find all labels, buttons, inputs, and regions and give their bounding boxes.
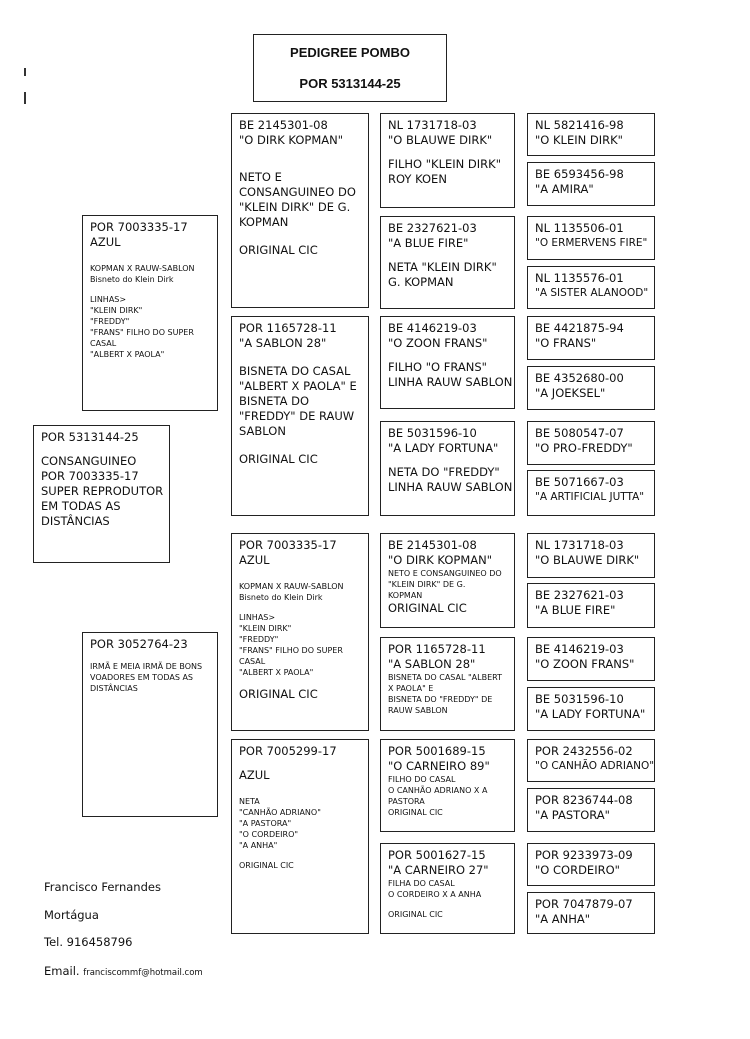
info-line: G. KOPMAN bbox=[388, 275, 454, 289]
info-line: NETA DO "FREDDY" bbox=[388, 465, 500, 479]
note: FILHO DO CASAL bbox=[388, 775, 456, 784]
info-line: FILHO "KLEIN DIRK" bbox=[388, 157, 501, 171]
ring: NL 1135506-01 bbox=[535, 221, 624, 235]
contact-name: Francisco Fernandes bbox=[44, 880, 161, 894]
father-line: LINHAS> bbox=[90, 295, 127, 304]
pigeon-name: "O DIRK KOPMAN" bbox=[388, 553, 493, 567]
g3-box bbox=[380, 533, 515, 628]
subject-line: POR 7003335-17 bbox=[41, 469, 139, 483]
scan-mark bbox=[24, 92, 26, 104]
contact-email bbox=[44, 964, 203, 978]
pigeon-name: "O BLAUWE DIRK" bbox=[388, 133, 493, 147]
g4-box bbox=[527, 788, 655, 832]
father-note: Bisneto do Klein Dirk bbox=[90, 275, 174, 284]
subject-line: EM TODAS AS bbox=[41, 499, 121, 513]
pigeon-name: "A SABLON 28" bbox=[239, 336, 327, 350]
title-box bbox=[253, 34, 447, 102]
pigeon-name: "A AMIRA" bbox=[535, 182, 594, 196]
pigeon-name: "O ERMERVENS FIRE" bbox=[535, 237, 648, 249]
line: "FREDDY" bbox=[239, 635, 279, 644]
line: "CANHÃO ADRIANO" bbox=[239, 808, 321, 817]
origin-label: ORIGINAL CIC bbox=[239, 687, 318, 701]
pigeon-name: "O ZOON FRANS" bbox=[535, 657, 635, 671]
dam-box bbox=[231, 316, 369, 516]
subject-line: DISTÂNCIAS bbox=[41, 514, 110, 528]
ring: BE 2145301-08 bbox=[239, 118, 328, 132]
g4-box bbox=[527, 583, 655, 628]
origin-label: ORIGINAL CIC bbox=[239, 861, 294, 870]
pigeon-name: "A LADY FORTUNA" bbox=[535, 707, 646, 721]
pigeon-name: "O CANHÃO ADRIANO" bbox=[535, 760, 655, 772]
info-line: ROY KOEN bbox=[388, 172, 447, 186]
pigeon-name: "A ANHA" bbox=[535, 912, 591, 926]
pigeon-name: "O CARNEIRO 89" bbox=[388, 759, 490, 773]
scan-mark bbox=[24, 68, 26, 76]
origin-label: ORIGINAL CIC bbox=[388, 601, 467, 615]
info-line: LINHA RAUW SABLON bbox=[388, 375, 513, 389]
ring: BE 5031596-10 bbox=[388, 426, 477, 440]
note: ORIGINAL CIC bbox=[388, 808, 443, 817]
g4-box bbox=[527, 421, 655, 465]
info-line: KOPMAN bbox=[239, 215, 289, 229]
title-line2: POR 5313144-25 bbox=[299, 76, 401, 91]
father-line: "ALBERT X PAOLA" bbox=[90, 350, 165, 359]
g4-box bbox=[527, 687, 655, 731]
ring: NL 5821416-98 bbox=[535, 118, 624, 132]
line: CASAL bbox=[239, 657, 266, 666]
g4-box bbox=[527, 739, 655, 782]
info-line: CONSANGUINEO DO bbox=[239, 185, 356, 199]
subject-box bbox=[33, 425, 170, 563]
note: O CANHÃO ADRIANO X A bbox=[388, 786, 488, 795]
origin-label: ORIGINAL CIC bbox=[388, 910, 443, 919]
line: NETA bbox=[239, 797, 260, 806]
pigeon-name: "O KLEIN DIRK" bbox=[535, 133, 623, 147]
ring: BE 4421875-94 bbox=[535, 321, 624, 335]
note: X PAOLA" E bbox=[388, 684, 434, 693]
sister-note: DISTÂNCIAS bbox=[90, 684, 138, 693]
info-line: SABLON bbox=[239, 424, 286, 438]
pigeon-name: "A BLUE FIRE" bbox=[388, 236, 469, 250]
email-label: Email. bbox=[44, 964, 80, 978]
subject-line: CONSANGUINEO bbox=[41, 454, 137, 468]
ring: BE 5080547-07 bbox=[535, 426, 624, 440]
father-ring: POR 7003335-17 bbox=[90, 220, 188, 234]
father-line: "FREDDY" bbox=[90, 317, 130, 326]
pigeon-name: "A ARTIFICIAL JUTTA" bbox=[535, 491, 645, 503]
title-line1: PEDIGREE POMBO bbox=[290, 45, 410, 60]
info-line: BISNETA DO bbox=[239, 394, 310, 408]
note: Bisneto do Klein Dirk bbox=[239, 593, 323, 602]
pigeon-name: "A LADY FORTUNA" bbox=[388, 441, 499, 455]
ring: POR 7003335-17 bbox=[239, 538, 337, 552]
pigeon-name: "O ZOON FRANS" bbox=[388, 336, 488, 350]
father-line: "KLEIN DIRK" bbox=[90, 306, 143, 315]
line: "A PASTORA" bbox=[239, 819, 292, 828]
color: AZUL bbox=[239, 553, 270, 567]
pigeon-name: "A BLUE FIRE" bbox=[535, 603, 616, 617]
ring: POR 5001689-15 bbox=[388, 744, 486, 758]
origin-label: ORIGINAL CIC bbox=[239, 452, 318, 466]
sister-note: VOADORES EM TODAS AS bbox=[90, 673, 193, 682]
note: BISNETA DO "FREDDY" DE bbox=[388, 695, 493, 704]
father-line: "FRANS" FILHO DO SUPER bbox=[90, 328, 194, 337]
g4-box bbox=[527, 843, 655, 886]
ring: BE 4352680-00 bbox=[535, 371, 624, 385]
pigeon-name: "O BLAUWE DIRK" bbox=[535, 553, 640, 567]
pigeon-name: "A JOEKSEL" bbox=[535, 386, 606, 400]
note: O CORDEIRO X A ANHA bbox=[388, 890, 482, 899]
color: AZUL bbox=[239, 768, 270, 782]
sire-box bbox=[231, 533, 369, 731]
father-box bbox=[82, 215, 218, 411]
pigeon-name: "O CORDEIRO" bbox=[535, 863, 620, 877]
pigeon-name: "A CARNEIRO 27" bbox=[388, 863, 489, 877]
ring: POR 1165728-11 bbox=[239, 321, 337, 335]
father-line: CASAL bbox=[90, 339, 117, 348]
pigeon-name: "O FRANS" bbox=[535, 336, 597, 350]
g4-box bbox=[527, 366, 655, 410]
g3-box bbox=[380, 316, 515, 409]
info-line: LINHA RAUW SABLON bbox=[388, 480, 513, 494]
g3-box bbox=[380, 637, 515, 731]
ring: BE 4146219-03 bbox=[535, 642, 624, 656]
ring: BE 2145301-08 bbox=[388, 538, 477, 552]
ring: POR 2432556-02 bbox=[535, 744, 633, 758]
ring: POR 8236744-08 bbox=[535, 793, 633, 807]
g3-box bbox=[380, 113, 515, 208]
g3-box bbox=[380, 421, 515, 516]
note: RAUW SABLON bbox=[388, 706, 448, 715]
sire-box bbox=[231, 113, 369, 308]
contact-phone: Tel. 916458796 bbox=[44, 935, 133, 949]
father-note: KOPMAN X RAUW-SABLON bbox=[90, 264, 195, 273]
dam-box bbox=[231, 739, 369, 934]
sister-note: IRMÃ E MEIA IRMÃ DE BONS bbox=[90, 662, 203, 671]
pigeon-name: "O DIRK KOPMAN" bbox=[239, 133, 344, 147]
ring: POR 7047879-07 bbox=[535, 897, 633, 911]
ring: POR 5001627-15 bbox=[388, 848, 486, 862]
pigeon-name: "A PASTORA" bbox=[535, 808, 610, 822]
note: NETO E CONSANGUINEO DO bbox=[388, 569, 502, 578]
g3-box bbox=[380, 216, 515, 309]
email-address: franciscommf@hotmail.com bbox=[83, 968, 203, 978]
ring: BE 2327621-03 bbox=[388, 221, 477, 235]
note: PASTORA bbox=[388, 797, 425, 806]
line: "O CORDEIRO" bbox=[239, 830, 299, 839]
note: KOPMAN bbox=[388, 591, 423, 600]
note: "KLEIN DIRK" DE G. bbox=[388, 580, 466, 589]
info-line: BISNETA DO CASAL bbox=[239, 364, 351, 378]
sister-box bbox=[82, 632, 218, 817]
info-line: "ALBERT X PAOLA" E bbox=[239, 379, 357, 393]
subject-ring: POR 5313144-25 bbox=[41, 430, 139, 444]
sister-ring: POR 3052764-23 bbox=[90, 637, 188, 651]
ring: NL 1135576-01 bbox=[535, 271, 624, 285]
g3-box bbox=[380, 739, 515, 832]
pigeon-name: "A SABLON 28" bbox=[388, 657, 476, 671]
info-line: FILHO "O FRANS" bbox=[388, 360, 487, 374]
info-line: NETO E bbox=[239, 170, 282, 184]
line: LINHAS> bbox=[239, 613, 276, 622]
ring: POR 1165728-11 bbox=[388, 642, 486, 656]
ring: BE 2327621-03 bbox=[535, 588, 624, 602]
g4-box bbox=[527, 266, 655, 309]
ring: NL 1731718-03 bbox=[535, 538, 624, 552]
g4-box bbox=[527, 113, 655, 156]
g4-box bbox=[527, 637, 655, 681]
note: FILHA DO CASAL bbox=[388, 879, 455, 888]
note: BISNETA DO CASAL "ALBERT bbox=[388, 673, 503, 682]
pigeon-name: "O PRO-FREDDY" bbox=[535, 441, 633, 455]
ring: BE 6593456-98 bbox=[535, 167, 624, 181]
ring: BE 5031596-10 bbox=[535, 692, 624, 706]
ring: POR 9233973-09 bbox=[535, 848, 633, 862]
info-line: "FREDDY" DE RAUW bbox=[239, 409, 355, 423]
info-line: "KLEIN DIRK" DE G. bbox=[239, 200, 351, 214]
g3-box bbox=[380, 843, 515, 934]
g4-box bbox=[527, 892, 655, 934]
note: KOPMAN X RAUW-SABLON bbox=[239, 582, 344, 591]
g4-box bbox=[527, 216, 655, 260]
line: "FRANS" FILHO DO SUPER bbox=[239, 646, 343, 655]
g4-box bbox=[527, 470, 655, 516]
g4-box bbox=[527, 316, 655, 360]
ring: BE 4146219-03 bbox=[388, 321, 477, 335]
subject-line: SUPER REPRODUTOR bbox=[41, 484, 164, 498]
ring: BE 5071667-03 bbox=[535, 475, 624, 489]
info-line: NETA "KLEIN DIRK" bbox=[388, 260, 497, 274]
line: "ALBERT X PAOLA" bbox=[239, 668, 314, 677]
father-color: AZUL bbox=[90, 235, 121, 249]
contact-city: Mortágua bbox=[44, 908, 99, 922]
g4-box bbox=[527, 162, 655, 206]
line: "KLEIN DIRK" bbox=[239, 624, 292, 633]
origin-label: ORIGINAL CIC bbox=[239, 243, 318, 257]
ring: NL 1731718-03 bbox=[388, 118, 477, 132]
ring: POR 7005299-17 bbox=[239, 744, 337, 758]
g4-box bbox=[527, 533, 655, 578]
pigeon-name: "A SISTER ALANOOD" bbox=[535, 287, 649, 299]
line: "A ANHA" bbox=[239, 841, 278, 850]
